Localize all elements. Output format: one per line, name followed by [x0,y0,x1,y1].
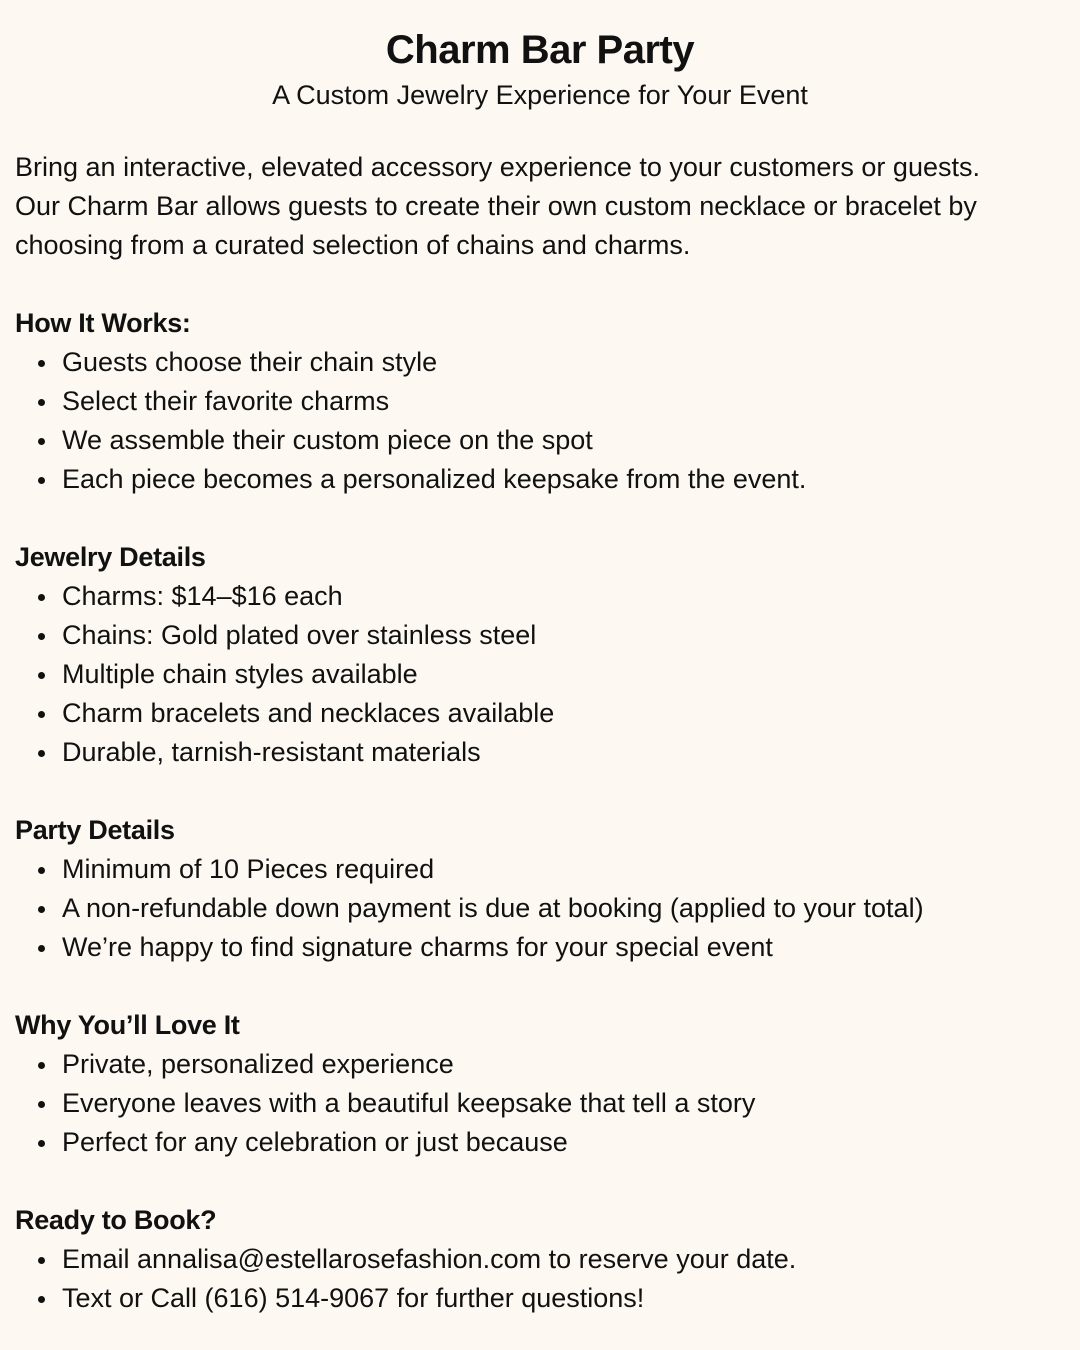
list-item: Chains: Gold plated over stainless steel [15,616,1065,655]
bullet-list [15,850,1065,967]
section-heading: Jewelry Details [15,542,206,572]
bullet-list [15,577,1065,772]
list-item: Select their favorite charms [15,382,1065,421]
list-item: Perfect for any celebration or just because [15,1123,1065,1162]
list-item: Charms: $14–$16 each [15,577,1065,616]
section-heading: Why You’ll Love It [15,1010,240,1040]
list-item: Each piece becomes a personalized keepsake from the event. [15,460,1065,499]
intro-paragraph: Bring an interactive, elevated accessory experience to your customers or guests. Our Charm Bar allows guests to create their own custom necklace or bracelet by choosing from a curated selection of chains and charms. [15,152,980,260]
bullet-list [15,343,1065,499]
list-item: A non-refundable down payment is due at booking (applied to your total) [15,889,1065,928]
section-how-it-works [15,304,1065,499]
list-item: We’re happy to find signature charms for your special event [15,928,1065,967]
list-item: Minimum of 10 Pieces required [15,850,1065,889]
bullet-list [15,1240,1065,1318]
section-jewelry-details [15,538,1065,772]
section-heading: How It Works: [15,308,191,338]
list-item: Guests choose their chain style [15,343,1065,382]
list-item: Charm bracelets and necklaces available [15,694,1065,733]
list-item: We assemble their custom piece on the spot [15,421,1065,460]
bullet-list [15,1045,1065,1162]
section-ready-to-book [15,1201,1065,1318]
section-why-youll-love-it [15,1006,1065,1162]
list-item: Multiple chain styles available [15,655,1065,694]
section-party-details [15,811,1065,967]
list-item: Durable, tarnish-resistant materials [15,733,1065,772]
page-subtitle: A Custom Jewelry Experience for Your Event [272,80,808,110]
list-item: Email annalisa@estellarosefashion.com to reserve your date. [15,1240,1065,1279]
section-heading: Ready to Book? [15,1205,217,1235]
page-title: Charm Bar Party [385,28,695,72]
section-heading: Party Details [15,815,175,845]
list-item: Private, personalized experience [15,1045,1065,1084]
list-item: Everyone leaves with a beautiful keepsake that tell a story [15,1084,1065,1123]
list-item: Text or Call (616) 514-9067 for further questions! [15,1279,1065,1318]
